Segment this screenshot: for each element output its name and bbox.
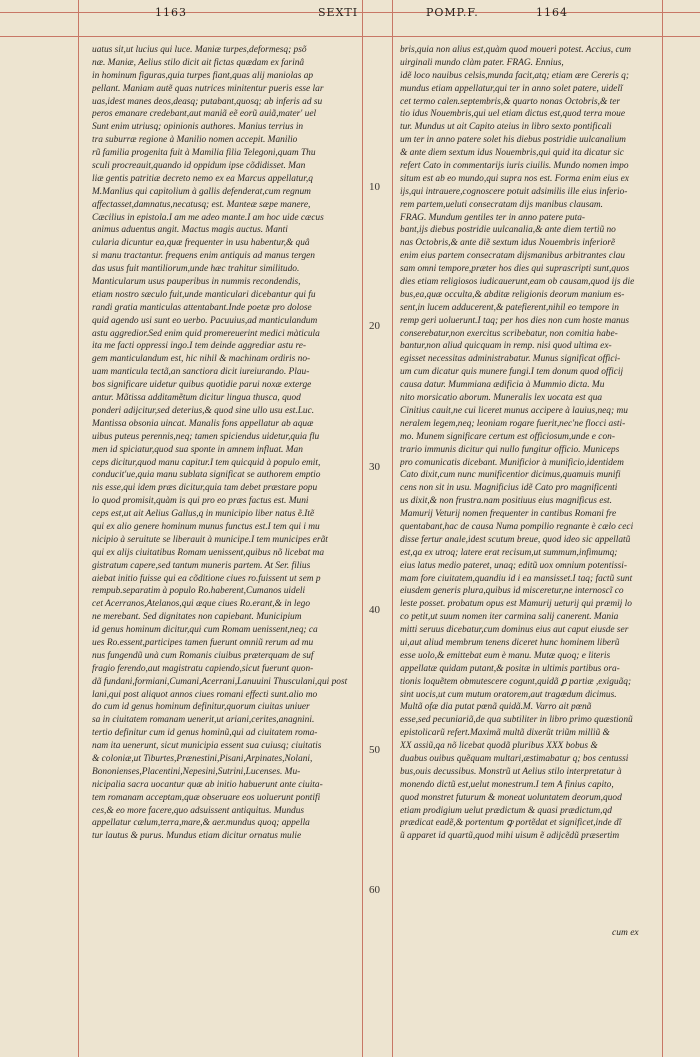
text-line: sa in ciuitatem romanam uenerit,ut ariani,cerites,anagnini.	[92, 715, 315, 726]
text-line: appellatur cælum,terra,mare,& aer.mundus quoq; appella	[92, 818, 310, 829]
text-line: egisset necessitas administrabatur. Munus significat offici-	[400, 354, 621, 365]
text-line: ijs,qui intrauere,cognoscere potuit adsimilis ille eius inferio-	[400, 186, 628, 197]
text-line: affectasset,damnatus,necatusq; est. Manteæ sæpe manere,	[92, 199, 311, 210]
text-line: peros emanare credebant,aut maniã eẽ eorũ auiã,mater' uel	[92, 109, 317, 120]
text-line: qui ex alijs ciuitatibus Romam uenissent,quibus nõ licebat ma	[92, 547, 325, 558]
text-line: do cum id genus hominum definitur,quorum ciuitas uniuer	[92, 702, 310, 713]
text-line: nas Octobris,& ante diẽ sextum idus Nouembris inferiorẽ	[400, 238, 616, 249]
text-line: duabus ouibus quẽquam multari,æstimabatur q; bos centussi	[400, 753, 629, 764]
text-line: idẽ loco nauibus celsis,munda facit,atq; etiam ære Cereris q;	[400, 70, 629, 81]
text-line: Bononienses,Placentini,Nepesini,Sutrini,Lucenses. Mu-	[92, 766, 301, 777]
text-line: remp geri uoluerunt.I taq; per hos dies non cum hoste manus	[400, 315, 630, 326]
text-line: tra suburræ regione à Manilio nomen accepit. Manilio	[92, 135, 298, 146]
text-line: astu aggredior.Sed enim quid promereuerint medici màticula	[92, 328, 320, 339]
text-line: mundus etiam appellatur,qui ter in anno solet patere, uidelĩ	[400, 83, 623, 94]
text-line: lani,qui post aliquot annos ciues romani effecti sunt.alio mo	[92, 689, 318, 700]
text-line: refert Cato in commentarijs iuris ciuilis. Mundo nomen impo	[400, 161, 629, 172]
right-page-number: 1164	[536, 6, 568, 19]
text-line: appellatæ quidam putant,& positæ in ultimis partibus ora-	[400, 663, 620, 674]
text-line: tur lautus & purus. Mundus etiam dicitur ornatus mulie	[92, 831, 302, 842]
text-line: um ter in anno patere solet his diebus postridie uulcanalium	[400, 135, 626, 146]
line-number-50: 50	[369, 744, 380, 756]
text-line: nicipio à seruitute se liberauit à municipe.I tem municipes erãt	[92, 534, 328, 545]
text-line: uam manticula tectã,an sanctiora dicit iureiurando. Plau-	[92, 367, 310, 378]
text-line: liæ gentis patritiæ decreto nemo ex ea Marcus appellatur,q	[92, 173, 313, 184]
line-number-60: 60	[369, 884, 380, 896]
text-line: situm est ab eo mundo,qui supra nos est. Forma enim eius ex	[400, 173, 629, 184]
text-line: tionis loquẽtem obmutescere cogunt,quidã ꝑ partiæ ,exiguãq;	[400, 676, 632, 687]
text-line: ues Ro.essent,participes tamen fuerunt omniũ rerum ad mu	[92, 637, 314, 648]
text-line: sam omni tempore,præter hos dies qui suprascripti sunt,quos	[400, 264, 630, 275]
text-line: nam ita uenerunt, sicut municipia essent sua cuiusq; ciuitatis	[92, 741, 322, 752]
text-line: Cato dixit,cum nunc munificentior dicimus,quamuis munifi	[400, 470, 621, 481]
margin-rule-gutter-right	[392, 0, 393, 1057]
text-line: id genus hominum dicitur,qui cum Romam uenissent,neq; ca	[92, 625, 318, 636]
text-line: ceps est,ut ait Aelius Gallus,q in municipio liber natus ẽ.Itẽ	[92, 509, 315, 520]
text-line: quod monstret futurum & moneat uoluntatem deorum,quod	[400, 792, 622, 803]
text-line: M.Manlius qui capitolium à gallis defenderat,cum regnum	[92, 186, 311, 197]
text-line: quentabant,hac de causa Numa pompilio regnante è cælo ceci	[400, 521, 634, 532]
text-line: mo. Munem significare certum est officiosum,unde e con-	[400, 431, 615, 442]
left-running-title: SEXTI	[318, 6, 359, 19]
text-line: co petit,ut suum nomen iter carmina salij canerent. Mania	[400, 612, 619, 623]
line-number-10: 10	[369, 181, 380, 193]
text-line: tertio definitur cum id genus hominũ,qui ad ciuitatem roma-	[92, 728, 318, 739]
text-line: prædicat eadẽ,& portentum ꝙ portẽdat et significet,inde dĩ	[400, 818, 622, 829]
text-line: ceps dicitur,quod manu capitur.I tem quicquid à populo emit,	[92, 457, 321, 468]
text-line: bris,quia non alius est,quàm quod moueri potest. Accius, cum	[400, 45, 632, 55]
right-text-column	[400, 44, 672, 843]
text-line: sculi procreauit,quando id oppidum ipse cõdidisset. Man	[92, 161, 306, 172]
text-line: monendo dictũ est,uelut monestrum.I tem A finius capito,	[400, 779, 614, 790]
text-line: tio idus Nouembris,qui uel etiam dictus est,quod terra moue	[400, 109, 625, 120]
text-line: ne merebant. Sed dignitates non capiebant. Municipium	[92, 612, 302, 623]
text-line: leste posset. probatum opus est Mamurij ueturij qui præmij lo	[400, 599, 632, 610]
text-line: XX assiũ,qa nõ licebat quodã pluribus XXX bobus &	[400, 741, 598, 752]
running-header	[0, 4, 700, 28]
left-page-number: 1163	[155, 6, 187, 19]
text-line: gistratum capere,sed tantum muneris partem. At Ser. filius	[92, 560, 311, 571]
text-line: ces,& eo more facere,quo adsuissent antiquitus. Mundus	[92, 805, 305, 816]
text-line: men id spiciatur,quod sua sponte in amnem influat. Man	[92, 444, 303, 455]
text-line: est,qa ex utroq; latere erat recisum,ut summum,infimumq;	[400, 547, 618, 558]
text-line: Cinitius cauit,ne cui liceret munus accipere à lauius,neq; mu	[400, 405, 628, 416]
text-line: cens non sit in usu. Magnificius idẽ Cato pro magnificenti	[400, 483, 618, 494]
text-line: epistolicarũ refert.Maximã multã dixerũt triũm milliũ &	[400, 728, 610, 739]
margin-rule-left	[78, 0, 79, 1057]
text-line: Cæcilius in epistola.I am me adeo mante.I am hoc uide cæcus	[92, 212, 324, 223]
text-line: dies etiam religiosos iudicauerunt,eam ob causam,quod ijs die	[400, 277, 635, 288]
text-line: bus,ea,quæ occulta,& abditæ religionis deorum manium es-	[400, 289, 625, 300]
text-line: conserebatur,non exercitus scribebatur, non comitia habe-	[400, 328, 618, 339]
text-line: aiebat initio fuisse qui ea cõditione ciues ro.fuissent ut sem p	[92, 573, 321, 584]
text-line: Mantissa obsonia uincat. Manalis fons appellatur ab aquæ	[92, 418, 314, 429]
text-line: conducit'ue,quia manu sublata significat se authorem emptio	[92, 470, 321, 481]
header-rule-bottom	[0, 36, 700, 37]
text-line: sent,in lucem adducerent,& patefierent,nihil eo tempore in	[400, 302, 619, 313]
text-line: bantur,non aliud quicquam in remp. nisi quod ultima ex-	[400, 341, 612, 352]
text-line: uas,idest manes deos,deasq; putabant,quosq; ab inferis ad su	[92, 96, 323, 107]
text-line: FRAG. Mundum gentiles ter in anno patere puta-	[400, 212, 586, 223]
text-line: etiam prodigium uelut prædictum & quasi prædictum,qd	[400, 805, 612, 816]
right-running-title: POMP.F.	[426, 6, 479, 19]
text-line: trario immunis dicitur qui nullo fungitur officio. Municeps	[400, 444, 620, 455]
catchword: cum ex	[612, 928, 639, 938]
text-line: bus,ouis decussibus. Monstrũ ut Aelius stilo interpretatur à	[400, 766, 622, 777]
text-line: randi gratia manticulas attentabant.Inde poetæ pro dolose	[92, 302, 312, 313]
text-line: in hominum figuras,quia turpes fiant,quas alij maniolas ap	[92, 70, 314, 81]
text-line: rempub.separatim à populo Ro.haberent,Cumanos uideli	[92, 586, 306, 597]
text-line: quid agendo usi sunt eo uerbo. Pacuuius,ad manticulandum	[92, 315, 318, 326]
text-line: nis esse,qui idem præs dicitur,quia tam debet præstare popu	[92, 483, 318, 494]
text-line: nus fungendũ unà cum Romanis ciuibus præterquam de suf	[92, 650, 314, 661]
text-line: nito morsicatio aborum. Muneralis lex uocata est qua	[400, 393, 603, 404]
text-line: esse uolo,& emittebat eum è manu. Mutæ quoq; e literis	[400, 650, 611, 661]
text-line: Sunt enim utriusq; opinionis authores. Manius terrius in	[92, 122, 304, 133]
text-line: antur. Mãtissa additamẽtum dicitur lingua thusca, quod	[92, 393, 301, 404]
line-number-30: 30	[369, 461, 380, 473]
text-line: us dixit,& non frustra.nam positiuus eius magnificus est.	[400, 496, 612, 507]
text-line: tur. Mundus ut ait Capito ateius in libro sexto pontificali	[400, 122, 612, 133]
text-line: eiusdem generis plura,quibus id misceretur,ne internoscĩ co	[400, 586, 624, 597]
text-line: uibus puteus perennis,neq; tamen spiciendus uidetur,quia flu	[92, 431, 320, 442]
text-line: etiam nostro sæculo fuit,unde manticulari dicebantur qui fu	[92, 289, 316, 300]
text-line: & ante diem sextum idus Nouembris,qui quid ita dicatur sic	[400, 148, 624, 159]
text-line: uatus sit,ut lucius qui luce. Maniæ turpes,deformesq; psõ	[92, 45, 307, 55]
text-line: fragio ferendo,aut magistratu capiendo,sicut fuerunt quon-	[92, 663, 314, 674]
text-line: & coloniæ,ut Tiburtes,Prænestini,Pisani,Arpinates,Nolani,	[92, 753, 313, 764]
text-line: causa datur. Mummiana ædificia à Mummio dicta. Mu	[400, 380, 605, 391]
text-line: næ. Maniæ, Aelius stilo dicit ait fictas quædam ex farinâ	[92, 57, 305, 68]
text-line: mam fore ciuitatem,quandiu id i ea mansisset.I taq; factũ sunt	[400, 573, 633, 584]
text-line: qui ex alio genere hominum munus functus est.I tem qui i mu	[92, 521, 320, 532]
text-line: cet termo calen.septembris,& quarto nonas Octobris,& ter	[400, 96, 621, 107]
text-line: pellant. Maniam autẽ quas nutrices minitentur pueris esse lar	[92, 83, 324, 94]
text-line: Mamurij Veturij nomen frequenter in cantibus Romani fre	[400, 509, 617, 520]
text-line: Manticularum usus pauperibus in nummis recondendis,	[92, 277, 301, 288]
text-line: mitti seruus dicebatur,cum dominus eius aut caput eiusde ser	[400, 625, 629, 636]
text-line: animus aduentus angit. Mactus magis auctus. Manti	[92, 225, 288, 236]
text-line: sint uocis,ut cum mutum oratorem,aut tragœdum dicimus.	[400, 689, 617, 700]
text-line: das usus fuit mantiliorum,unde hæc trahitur similitudo.	[92, 264, 300, 275]
text-line: bos significare uidetur quibus quotidie parui noxæ exterge	[92, 380, 312, 391]
text-line: neralem legem,neq; leoniam rogare fuerit,nec'ne flocci asti-	[400, 418, 626, 429]
text-line: ui,aut aliud membrum tenens diceret hunc hominem liberũ	[400, 637, 620, 648]
text-line: si manu tractantur. frequens enim antiquis ad manus tergen	[92, 251, 315, 262]
text-line: Multã ofæ dia putat pœnã quidã.M. Varro ait pœnã	[400, 702, 592, 713]
line-number-40: 40	[369, 604, 380, 616]
text-line: disse fertur anale,idest scutum breue, quod ideo sic appellatũ	[400, 534, 631, 545]
text-line: pro comunicatis dicebant. Munificior à munificio,identidem	[400, 457, 624, 468]
text-line: eius latus medio pateret, unaq; editũ uox omnium potentissi-	[400, 560, 627, 571]
text-line: rũ familia progenita fuit à Mamilia filia Telegoni,quam Thu	[92, 148, 316, 159]
text-line: esse,sed pecuniariã,de qua subtiliter in libro primo quæstionũ	[400, 715, 633, 726]
line-number-20: 20	[369, 320, 380, 332]
text-line: ponderi adijcitur,sed deterius,& quod sine ullo usu est.Luc.	[92, 405, 315, 416]
text-line: enim eius partem consecratam dijsmanibus arbitrantes clau	[400, 251, 625, 262]
text-line: um cum dicatur quis munere fungi.I tem donum quod officij	[400, 367, 624, 378]
text-line: cet Acerranos,Atelanos,qui æque ciues Ro.erant,& in lego	[92, 599, 311, 610]
left-text-column	[92, 44, 364, 843]
text-line: ita me facti oppressi ingo.I tem deinde aggrediar astu re-	[92, 341, 307, 352]
text-line: cularia dicuntur ea,quæ frequenter in usu habentur,& quâ	[92, 238, 310, 249]
text-line: uirginali mundo clàm pater. FRAG. Ennius,	[400, 57, 564, 68]
text-line: ũ apparet id quartũ,quod mihi uisum ẽ adijcẽdũ præsertim	[400, 831, 620, 842]
text-line: gem manticulandum est, hic nihil & machinam ordiris no-	[92, 354, 311, 365]
text-line: nicipalia sacra uocantur quæ ab initio habuerunt ante ciuita-	[92, 779, 323, 790]
text-line: tem romanam acceptam,quæ obseruare eos uoluerunt pontifi	[92, 792, 321, 803]
text-line: dã fundani,formiani,Cumani,Acerrani,Lanuuini Thusculani,qui post	[92, 676, 348, 687]
text-line: lo quod promisit,quàm is qui pro eo præs factus est. Muni	[92, 496, 309, 507]
text-line: rem partem,ueluti consecratam dijs manibus clausam.	[400, 199, 604, 210]
text-line: bant,ijs diebus postridie uulcanalia,& ante diem tertiũ no	[400, 225, 616, 236]
